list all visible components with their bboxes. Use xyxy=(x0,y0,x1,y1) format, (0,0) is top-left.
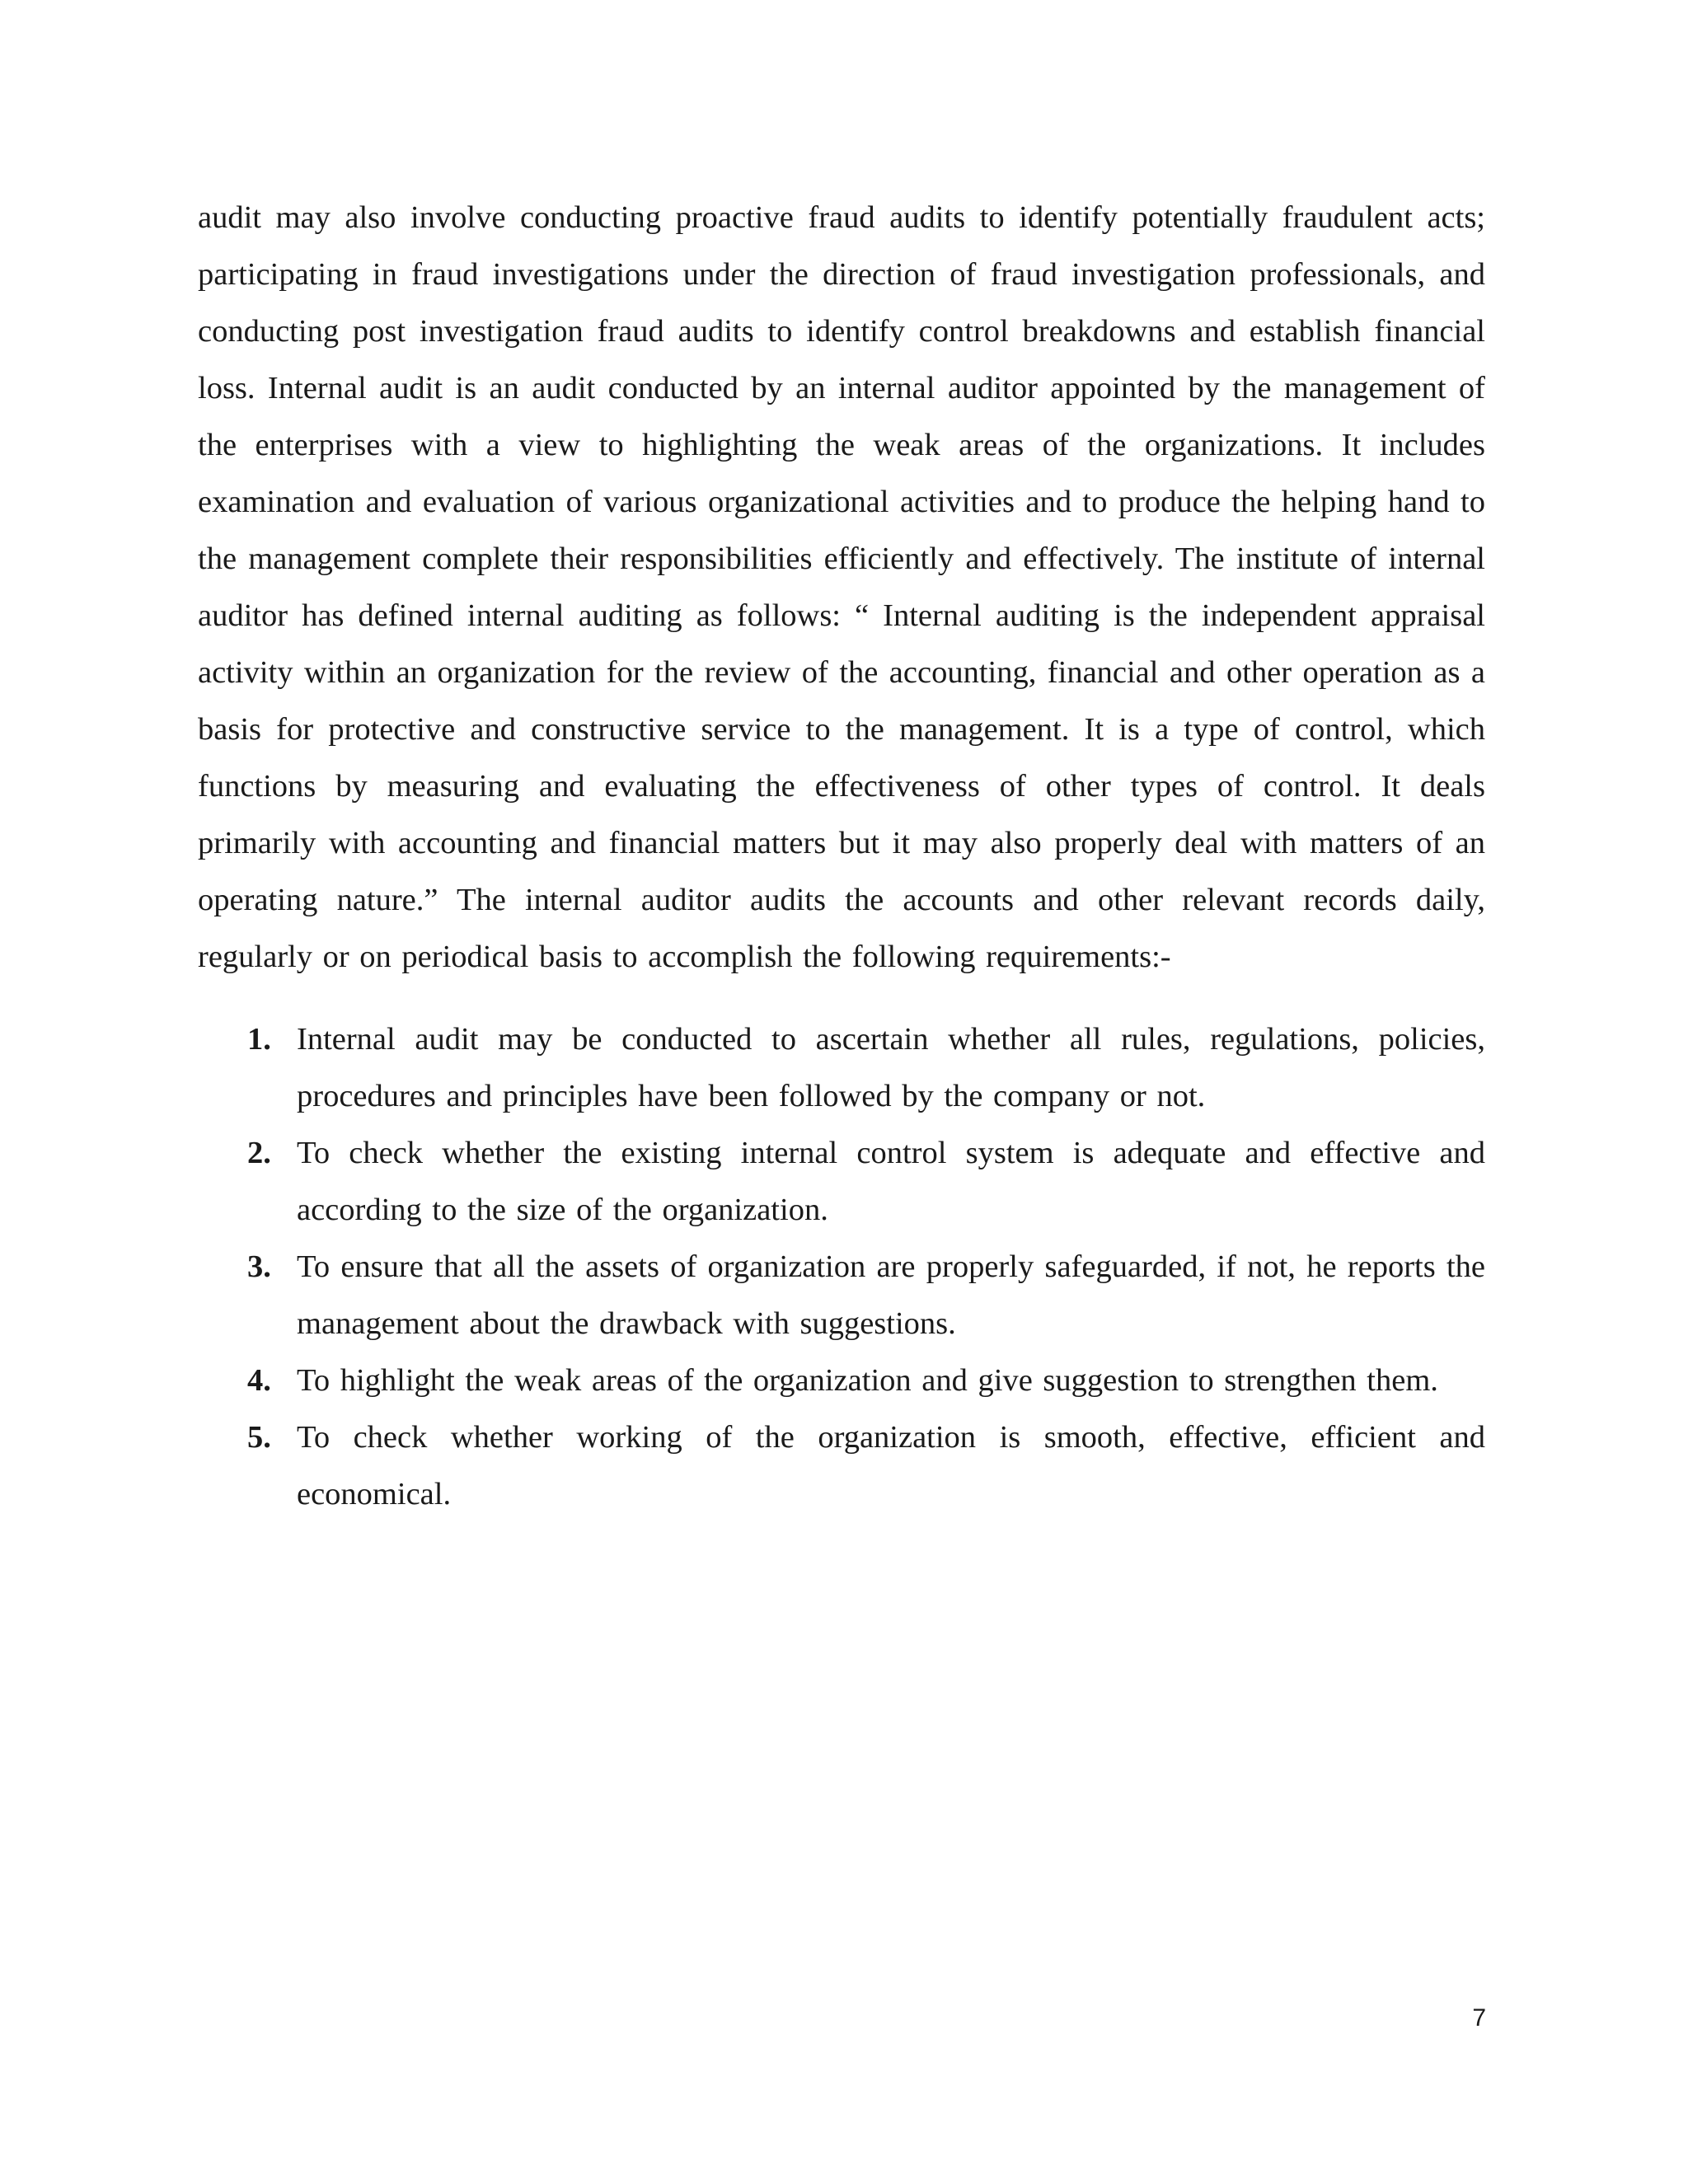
requirements-list xyxy=(198,1011,1485,1523)
list-item xyxy=(198,1125,1485,1239)
list-item xyxy=(198,1352,1485,1409)
list-item-text: To check whether the existing internal control system is adequate and effective and according to the size of the organization. xyxy=(297,1136,1485,1227)
list-item-text: To highlight the weak areas of the organization and give suggestion to strengthen them. xyxy=(297,1363,1438,1398)
body-paragraph: audit may also involve conducting proactive fraud audits to identify potentially fraudulent acts; participating in fraud investigations under the direction of fraud investigation professionals, and conducting post investigation fraud audits to identify control breakdowns and establish financial loss. Internal audit is an audit conducted by an internal auditor appointed by the management of the enterprises with a view to highlighting the weak areas of the organizations. It includes examination and evaluation of various organizational activities and to produce the helping hand to the management complete their responsibilities efficiently and effectively. The institute of internal auditor has defined internal auditing as follows: “ Internal auditing is the independent appraisal activity within an organization for the review of the accounting, financial and other operation as a basis for protective and constructive service to the management. It is a type of control, which functions by measuring and evaluating the effectiveness of other types of control. It deals primarily with accounting and financial matters but it may also properly deal with matters of an operating nature.” The internal auditor audits the accounts and other relevant records daily, regularly or on periodical basis to accomplish the following requirements:- xyxy=(198,200,1485,974)
list-item-number: 4. xyxy=(247,1363,271,1398)
list-item-number: 5. xyxy=(247,1420,271,1455)
list-item-number: 1. xyxy=(247,1022,271,1057)
page-number: 7 xyxy=(1472,2004,1486,2032)
list-item-text: To check whether working of the organization is smooth, effective, efficient and economical. xyxy=(297,1420,1485,1511)
page-body xyxy=(198,190,1485,1523)
list-item-number: 3. xyxy=(247,1249,271,1284)
list-item xyxy=(198,1409,1485,1523)
list-item-text: To ensure that all the assets of organization are properly safeguarded, if not, he reports the management about the drawback with suggestions. xyxy=(297,1249,1485,1341)
list-item xyxy=(198,1239,1485,1352)
list-item xyxy=(198,1011,1485,1125)
list-item-text: Internal audit may be conducted to ascertain whether all rules, regulations, policies, procedures and principles have been followed by the company or not. xyxy=(297,1022,1485,1113)
list-item-number: 2. xyxy=(247,1136,271,1170)
